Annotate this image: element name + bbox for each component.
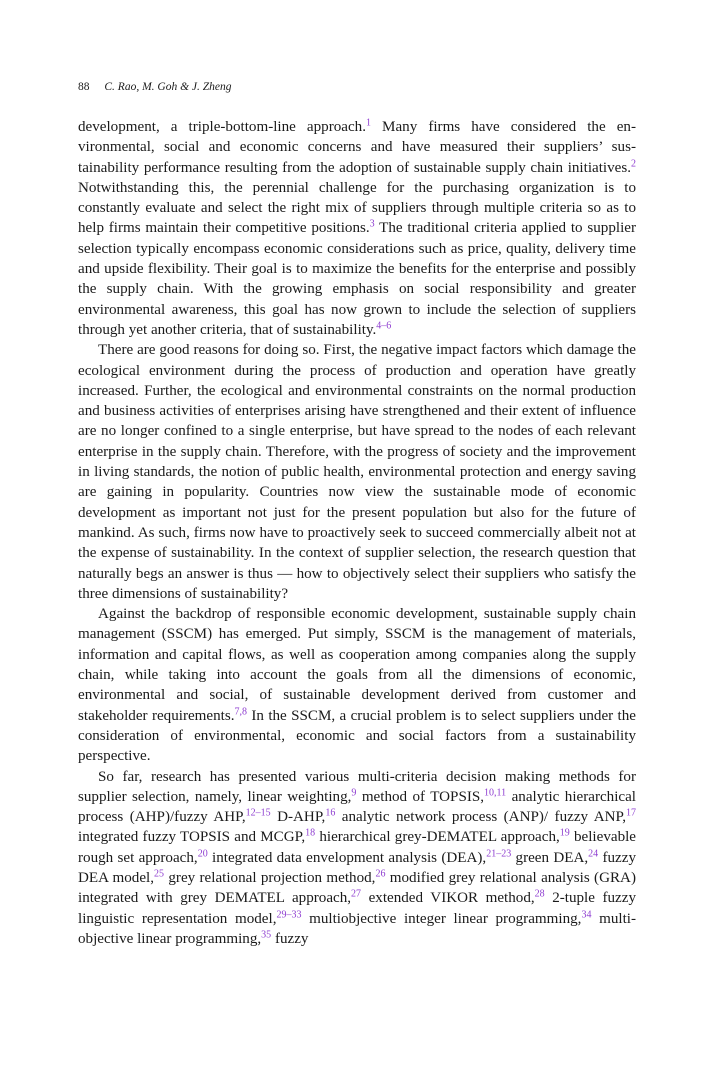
text-run: analytic hierarchical process (AHP)/fuzzy AHP, (78, 788, 636, 826)
citation-ref[interactable]: 9 (351, 787, 357, 799)
citation-ref[interactable]: 12–15 (245, 807, 271, 819)
paragraph (78, 604, 636, 766)
text-run: D-AHP, (270, 809, 326, 826)
citation-ref[interactable]: 2 (631, 158, 636, 170)
citation-ref[interactable]: 27 (351, 888, 362, 900)
citation-ref[interactable]: 26 (375, 868, 386, 880)
text-run: The traditional criteria applied to supplier selection typically encompass economic considerations such as price, quality, delivery time and upside flexibility. Their goal is to maximize the benefits for the enterprise and possibly the supply chain. With the growing emphasis on social responsibility and greater environmental awareness, this goal has now grown to include the selection of suppliers through yet another criteria, that of sustainability. (78, 220, 636, 338)
text-run: integrated data envelopment analysis (DEA), (207, 849, 487, 866)
citation-ref[interactable]: 20 (197, 848, 208, 860)
citation-ref[interactable]: 21–23 (486, 848, 512, 860)
paragraph (78, 767, 636, 950)
text-run: integrated fuzzy TOPSIS and MCGP, (78, 829, 306, 846)
citation-ref[interactable]: 24 (588, 848, 599, 860)
citation-ref[interactable]: 35 (261, 929, 272, 941)
text-run: fuzzy DEA model, (78, 849, 636, 886)
text-run: In the SSCM, a crucial problem is to select suppliers under the consideration of environmental, economic and social factors from a sustainability perspective. (78, 707, 636, 765)
text-run: 2-tuple fuzzy linguistic representation model, (78, 890, 636, 927)
citation-ref[interactable]: 16 (325, 807, 336, 819)
text-run: method of TOPSIS, (356, 788, 485, 805)
text-run: So far, research has presented various multi-criteria decision making methods for supplier selection, namely, linear weighting, (78, 768, 636, 805)
citation-ref[interactable]: 4–6 (376, 320, 392, 332)
text-run: believable rough set approach, (78, 829, 637, 866)
citation-ref[interactable]: 1 (366, 117, 371, 129)
text-run: There are good reasons for doing so. First, the negative impact factors which damage the ecological environment during the process of production and operation have greatly increased. Further, the ecological and environmental constraints on the normal production and business activities of enterprises arising have strengthened and their extent of influence are no longer confined to a single enterprise, but have spread to the nodes of each relevant enterprise in the supply chain. Therefore, with the progress of society and the improvement in living standards, the notion of public health, environmental protection and energy saving are gaining in popularity. Countries now view the sustainable mode of economic development as important not just for the present population but also for the future of mankind. As such, firms now have to proactively seek to succeed commercially albeit not at the expense of sustainability. In the context of supplier selection, the research question that naturally begs an answer is thus — how to objectively select their suppliers who satisfy the three dimensions of sustainability? (78, 342, 636, 602)
text-run: development, a triple-bottom-line approach. (78, 119, 366, 135)
body-text (78, 117, 636, 949)
citation-ref[interactable]: 3 (369, 218, 375, 230)
running-head-authors: C. Rao, M. Goh & J. Zheng (104, 81, 232, 93)
text-run: Many firms have considered the environmental, social and economic concerns and have measured their suppliers’ sustainability performance resulting from the adoption of sustainable supply chain initiatives. (78, 119, 636, 176)
text-run: extended VIKOR method, (361, 890, 535, 907)
citation-ref[interactable]: 17 (626, 807, 636, 819)
text-run: analytic network process (ANP)/ fuzzy ANP, (335, 809, 626, 826)
text-run: Notwithstanding this, the perennial challenge for the purchasing organization is to constantly evaluate and select the right mix of suppliers through multiple criteria so as to help firms maintain their competitive positions. (78, 179, 636, 237)
citation-ref[interactable]: 34 (581, 909, 592, 921)
page-number: 88 (78, 81, 90, 93)
citation-ref[interactable]: 29–33 (276, 909, 302, 921)
text-run: grey relational projection method, (164, 869, 376, 886)
text-run: Against the backdrop of responsible economic development, sustainable supply chain management (SSCM) has emerged. Put simply, SSCM is the management of materials, information and capital flows, as well as cooperation among companies along the supply chain, while taking into account the goals from all the dimensions of economic, environmental and social, of sustainable development derived from customer and stakeholder requirements. (78, 606, 636, 724)
paragraph (78, 117, 636, 340)
text-run: fuzzy (271, 930, 309, 947)
citation-ref[interactable]: 19 (559, 827, 570, 839)
running-head (78, 80, 232, 94)
text-run: multi-objective linear programming, (78, 910, 636, 947)
citation-ref[interactable]: 28 (534, 888, 545, 900)
text-run: multiobjective integer linear programming, (301, 910, 582, 927)
citation-ref[interactable]: 7,8 (234, 706, 248, 718)
citation-ref[interactable]: 25 (154, 868, 165, 880)
text-run: hierarchical grey-DEMATEL approach, (315, 829, 560, 846)
text-run: modified grey relational analysis (GRA) integrated with grey DEMATEL approach, (78, 869, 636, 907)
citation-ref[interactable]: 10,11 (484, 787, 507, 799)
citation-ref[interactable]: 18 (305, 827, 316, 839)
text-run: green DEA, (511, 849, 589, 866)
paragraph (78, 340, 636, 604)
